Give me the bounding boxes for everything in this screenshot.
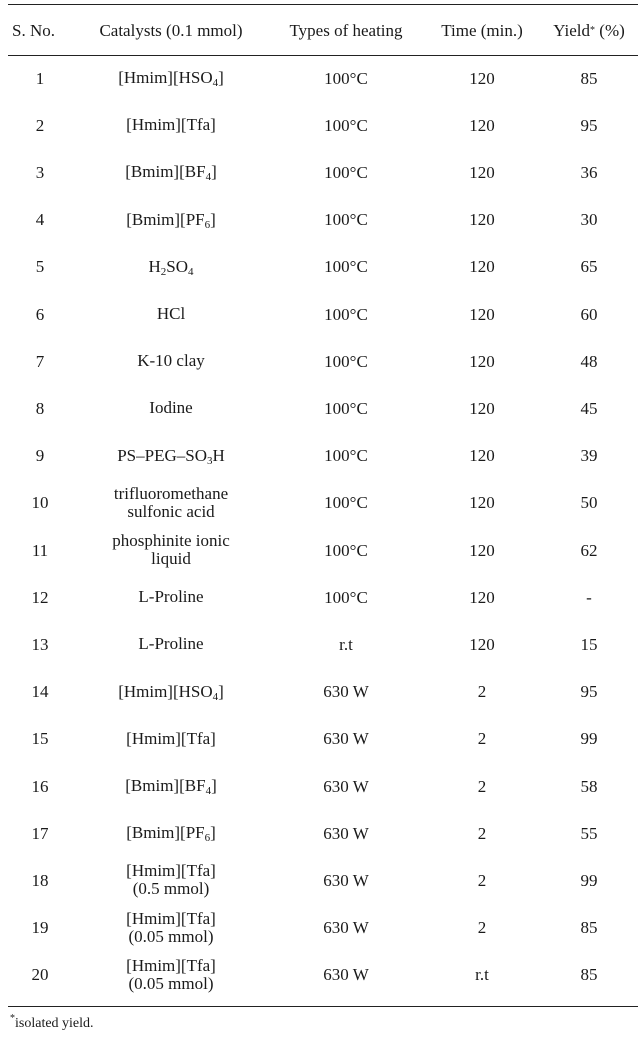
table-footnote bbox=[10, 1013, 94, 1032]
catalyst-name bbox=[118, 683, 224, 701]
catalyst-line-1 bbox=[126, 823, 216, 845]
catalyst-line-1 bbox=[126, 956, 216, 975]
yield-cell: 36 bbox=[580, 162, 598, 182]
catalyst-name bbox=[138, 588, 203, 606]
table-row bbox=[0, 436, 640, 476]
catalyst-line-1 bbox=[126, 210, 216, 229]
catalyst-text: phosphinite ionic bbox=[112, 531, 230, 550]
table-row bbox=[0, 860, 640, 900]
catalyst-text: [Bmim][BF bbox=[125, 776, 206, 795]
serial-number-cell: 17 bbox=[31, 823, 49, 843]
catalyst-text: [Bmim][PF bbox=[126, 209, 205, 229]
time-cell: 2 bbox=[477, 918, 487, 938]
serial-number-cell: 9 bbox=[35, 446, 45, 466]
catalyst-text: ] bbox=[210, 823, 216, 843]
catalyst-name bbox=[118, 69, 224, 87]
table-row bbox=[0, 200, 640, 240]
heating-type-cell: 630 W bbox=[323, 918, 369, 938]
heating-type-cell: 100°C bbox=[324, 446, 368, 466]
table-row bbox=[0, 766, 640, 806]
heating-type-cell: 630 W bbox=[323, 823, 369, 843]
catalyst-text: H bbox=[212, 445, 225, 465]
catalyst-cell bbox=[76, 955, 266, 995]
serial-number-cell: 4 bbox=[35, 210, 45, 230]
yield-cell: 60 bbox=[580, 304, 598, 324]
header-yield-label: Yield bbox=[553, 21, 591, 40]
catalyst-name bbox=[114, 485, 228, 521]
yield-cell: 30 bbox=[580, 210, 598, 230]
time-cell: r.t bbox=[475, 965, 489, 985]
catalyst-cell bbox=[76, 58, 266, 98]
catalyst-cell bbox=[76, 577, 266, 617]
catalyst-text: ] bbox=[211, 776, 217, 795]
catalyst-text: L-Proline bbox=[138, 587, 204, 607]
catalyst-text: [Bmim][BF bbox=[125, 162, 206, 182]
table-row bbox=[0, 105, 640, 145]
catalyst-line-1 bbox=[157, 304, 185, 323]
catalyst-text: HCl bbox=[156, 304, 186, 323]
serial-number-cell: 6 bbox=[35, 304, 45, 324]
catalyst-name bbox=[149, 399, 192, 417]
catalyst-subscript: 6 bbox=[204, 218, 211, 231]
yield-cell: 85 bbox=[580, 918, 598, 938]
catalyst-line-1 bbox=[118, 682, 224, 701]
header-yield-unit: (%) bbox=[595, 21, 625, 40]
time-cell: 120 bbox=[469, 398, 495, 418]
serial-number-cell: 12 bbox=[31, 587, 49, 607]
table-row bbox=[0, 530, 640, 570]
yield-cell: 85 bbox=[580, 68, 598, 88]
time-cell: 2 bbox=[477, 870, 487, 890]
catalyst-cell bbox=[76, 105, 266, 145]
catalyst-text: [Hmim][Tfa] bbox=[126, 908, 216, 928]
catalyst-name bbox=[125, 777, 216, 795]
yield-cell: 58 bbox=[580, 776, 598, 796]
yield-cell: 45 bbox=[580, 398, 598, 418]
footnote-text: isolated yield. bbox=[15, 1016, 94, 1031]
time-cell: 120 bbox=[469, 304, 495, 324]
catalyst-subscript: 3 bbox=[206, 454, 213, 467]
footnote-mark: * bbox=[10, 1013, 15, 1024]
yield-cell: 99 bbox=[580, 729, 598, 749]
time-cell: 120 bbox=[469, 493, 495, 513]
heating-type-cell: 630 W bbox=[323, 682, 369, 702]
catalyst-cell bbox=[76, 200, 266, 240]
serial-number-cell: 14 bbox=[31, 682, 49, 702]
time-cell: 120 bbox=[469, 351, 495, 371]
serial-number-cell: 19 bbox=[31, 918, 49, 938]
heating-type-cell: 100°C bbox=[324, 162, 368, 182]
table-row bbox=[0, 719, 640, 759]
catalyst-line-1 bbox=[125, 162, 217, 184]
header-catalysts: Catalysts (0.1 mmol) bbox=[99, 21, 243, 40]
catalyst-name bbox=[157, 305, 185, 323]
catalyst-line-1 bbox=[112, 531, 230, 550]
time-cell: 2 bbox=[477, 776, 487, 796]
table-row bbox=[0, 483, 640, 523]
heating-type-cell: 100°C bbox=[324, 398, 368, 418]
time-cell: 120 bbox=[469, 162, 495, 182]
catalyst-cell bbox=[76, 860, 266, 900]
catalyst-name bbox=[138, 635, 203, 653]
catalyst-cell bbox=[76, 672, 266, 712]
catalyst-line-1 bbox=[148, 257, 193, 276]
catalyst-name bbox=[126, 211, 216, 229]
catalyst-name bbox=[148, 258, 193, 276]
heating-type-cell: 630 W bbox=[323, 729, 369, 749]
catalyst-name bbox=[126, 730, 216, 748]
catalyst-text: L-Proline bbox=[138, 634, 204, 654]
catalyst-line-1 bbox=[117, 446, 225, 465]
catalyst-cell bbox=[76, 908, 266, 948]
serial-number-cell: 1 bbox=[35, 68, 45, 88]
catalyst-text: [Hmim][Tfa] bbox=[126, 728, 216, 748]
table-header bbox=[0, 8, 640, 53]
catalyst-cell bbox=[76, 624, 266, 664]
catalyst-name bbox=[126, 116, 216, 134]
table-row bbox=[0, 152, 640, 192]
catalyst-subscript: 6 bbox=[204, 832, 211, 845]
header-heating-type: Types of heating bbox=[289, 21, 403, 40]
time-cell: 120 bbox=[469, 587, 495, 607]
catalyst-subscript: 4 bbox=[212, 77, 219, 89]
time-cell: 120 bbox=[469, 115, 495, 135]
table-row bbox=[0, 341, 640, 381]
catalyst-text: ] bbox=[218, 681, 224, 701]
catalyst-line-2: (0.05 mmol) bbox=[128, 926, 214, 946]
catalyst-text: [Hmim][Tfa] bbox=[126, 115, 216, 135]
catalyst-name bbox=[126, 910, 216, 946]
yield-cell: - bbox=[586, 587, 592, 607]
heating-type-cell: 100°C bbox=[324, 210, 368, 230]
catalyst-line-1 bbox=[137, 351, 205, 370]
header-serial-number: S. No. bbox=[12, 21, 55, 40]
serial-number-cell: 8 bbox=[35, 398, 45, 418]
catalyst-line-1 bbox=[126, 729, 216, 748]
serial-number-cell: 5 bbox=[35, 257, 45, 277]
catalyst-subscript: 4 bbox=[205, 785, 212, 797]
serial-number-cell: 13 bbox=[31, 634, 49, 654]
heating-type-cell: 100°C bbox=[324, 68, 368, 88]
catalyst-cell bbox=[76, 388, 266, 428]
catalyst-text: Iodine bbox=[149, 398, 193, 418]
catalyst-line-2: (0.05 mmol) bbox=[128, 973, 214, 993]
catalyst-text: ] bbox=[210, 209, 216, 229]
yield-cell: 55 bbox=[580, 823, 598, 843]
catalyst-name bbox=[117, 447, 225, 465]
catalyst-line-1 bbox=[149, 398, 192, 417]
heating-type-cell: 100°C bbox=[324, 493, 368, 513]
table-header-rule bbox=[8, 55, 638, 56]
catalyst-line-2: liquid bbox=[151, 549, 191, 568]
serial-number-cell: 16 bbox=[31, 776, 49, 796]
time-cell: 120 bbox=[469, 210, 495, 230]
serial-number-cell: 20 bbox=[31, 965, 49, 985]
time-cell: 2 bbox=[477, 729, 487, 749]
catalyst-cell bbox=[76, 247, 266, 287]
catalyst-name bbox=[137, 352, 205, 370]
time-cell: 120 bbox=[469, 68, 495, 88]
table-row bbox=[0, 577, 640, 617]
yield-cell: 95 bbox=[580, 115, 598, 135]
catalyst-name bbox=[126, 823, 216, 845]
heating-type-cell: 100°C bbox=[324, 587, 368, 607]
catalyst-name bbox=[125, 162, 217, 184]
time-cell: 120 bbox=[469, 257, 495, 277]
catalyst-cell bbox=[76, 294, 266, 334]
table-row bbox=[0, 813, 640, 853]
table-row bbox=[0, 908, 640, 948]
serial-number-cell: 15 bbox=[31, 729, 49, 749]
heating-type-cell: 630 W bbox=[323, 870, 369, 890]
catalyst-subscript: 4 bbox=[205, 171, 212, 184]
catalyst-text: ] bbox=[218, 68, 224, 87]
catalyst-text: trifluoromethane bbox=[113, 483, 229, 503]
catalyst-cell bbox=[76, 483, 266, 523]
catalyst-cell bbox=[76, 813, 266, 853]
yield-cell: 99 bbox=[580, 870, 598, 890]
catalyst-text: [Hmim][Tfa] bbox=[126, 861, 216, 881]
heating-type-cell: 630 W bbox=[323, 776, 369, 796]
table-row bbox=[0, 58, 640, 98]
heating-type-cell: 100°C bbox=[324, 115, 368, 135]
yield-cell: 50 bbox=[580, 493, 598, 513]
table-row bbox=[0, 294, 640, 334]
serial-number-cell: 18 bbox=[31, 870, 49, 890]
heating-type-cell: 100°C bbox=[324, 304, 368, 324]
table-row bbox=[0, 955, 640, 995]
yield-cell: 39 bbox=[580, 446, 598, 466]
yield-cell: 95 bbox=[580, 682, 598, 702]
catalyst-subscript: 4 bbox=[188, 265, 194, 278]
catalyst-text: H bbox=[148, 256, 161, 276]
header-time: Time (min.) bbox=[441, 21, 523, 40]
time-cell: 120 bbox=[469, 634, 495, 654]
catalyst-line-1 bbox=[114, 484, 228, 503]
heating-type-cell: 630 W bbox=[323, 965, 369, 985]
yield-cell: 65 bbox=[580, 257, 598, 277]
catalyst-line-1 bbox=[118, 68, 224, 87]
yield-cell: 15 bbox=[580, 634, 598, 654]
catalyst-name bbox=[126, 957, 216, 993]
catalyst-cell bbox=[76, 152, 266, 192]
table-bottom-rule bbox=[8, 1006, 638, 1007]
catalyst-name bbox=[126, 862, 216, 898]
serial-number-cell: 3 bbox=[35, 162, 45, 182]
heating-type-cell: 100°C bbox=[324, 540, 368, 560]
catalyst-cell bbox=[76, 436, 266, 476]
heating-type-cell: 100°C bbox=[324, 257, 368, 277]
table-top-rule bbox=[8, 4, 638, 5]
table-row bbox=[0, 388, 640, 428]
catalyst-cell bbox=[76, 766, 266, 806]
time-cell: 2 bbox=[477, 823, 487, 843]
catalyst-line-1 bbox=[126, 115, 216, 134]
catalyst-cell bbox=[76, 341, 266, 381]
heating-type-cell: r.t bbox=[339, 634, 353, 654]
table-row bbox=[0, 672, 640, 712]
time-cell: 2 bbox=[477, 682, 487, 702]
catalyst-line-1 bbox=[126, 861, 216, 880]
table-row bbox=[0, 247, 640, 287]
catalyst-name bbox=[112, 532, 230, 568]
catalyst-line-2: (0.5 mmol) bbox=[132, 879, 210, 899]
yield-cell: 48 bbox=[580, 351, 598, 371]
catalyst-subscript: 4 bbox=[212, 690, 219, 703]
catalyst-cell bbox=[76, 719, 266, 759]
catalyst-text: [Hmim][Tfa] bbox=[126, 955, 216, 975]
catalyst-line-1 bbox=[138, 634, 203, 653]
catalyst-subscript: 2 bbox=[160, 265, 167, 278]
yield-cell: 85 bbox=[580, 965, 598, 985]
yield-cell: 62 bbox=[580, 540, 598, 560]
serial-number-cell: 7 bbox=[35, 351, 45, 371]
serial-number-cell: 10 bbox=[31, 493, 49, 513]
catalyst-cell bbox=[76, 530, 266, 570]
catalyst-text: [Hmim][HSO bbox=[118, 681, 213, 701]
catalyst-text: [Bmim][PF bbox=[126, 823, 205, 843]
catalyst-line-1 bbox=[126, 909, 216, 928]
time-cell: 120 bbox=[469, 540, 495, 560]
catalyst-text: PS–PEG–SO bbox=[117, 445, 207, 465]
time-cell: 120 bbox=[469, 446, 495, 466]
catalyst-text: [Hmim][HSO bbox=[118, 68, 213, 87]
serial-number-cell: 2 bbox=[35, 115, 45, 135]
catalyst-line-1 bbox=[138, 587, 203, 606]
catalyst-line-1 bbox=[125, 776, 216, 795]
heating-type-cell: 100°C bbox=[324, 351, 368, 371]
header-yield: Yield * (%) bbox=[553, 21, 625, 40]
catalyst-text: ] bbox=[211, 162, 217, 182]
catalyst-line-2: sulfonic acid bbox=[127, 501, 215, 521]
serial-number-cell: 11 bbox=[31, 540, 49, 560]
table-row bbox=[0, 624, 640, 664]
catalyst-text: K-10 clay bbox=[137, 351, 205, 371]
catalyst-text: SO bbox=[166, 256, 188, 276]
